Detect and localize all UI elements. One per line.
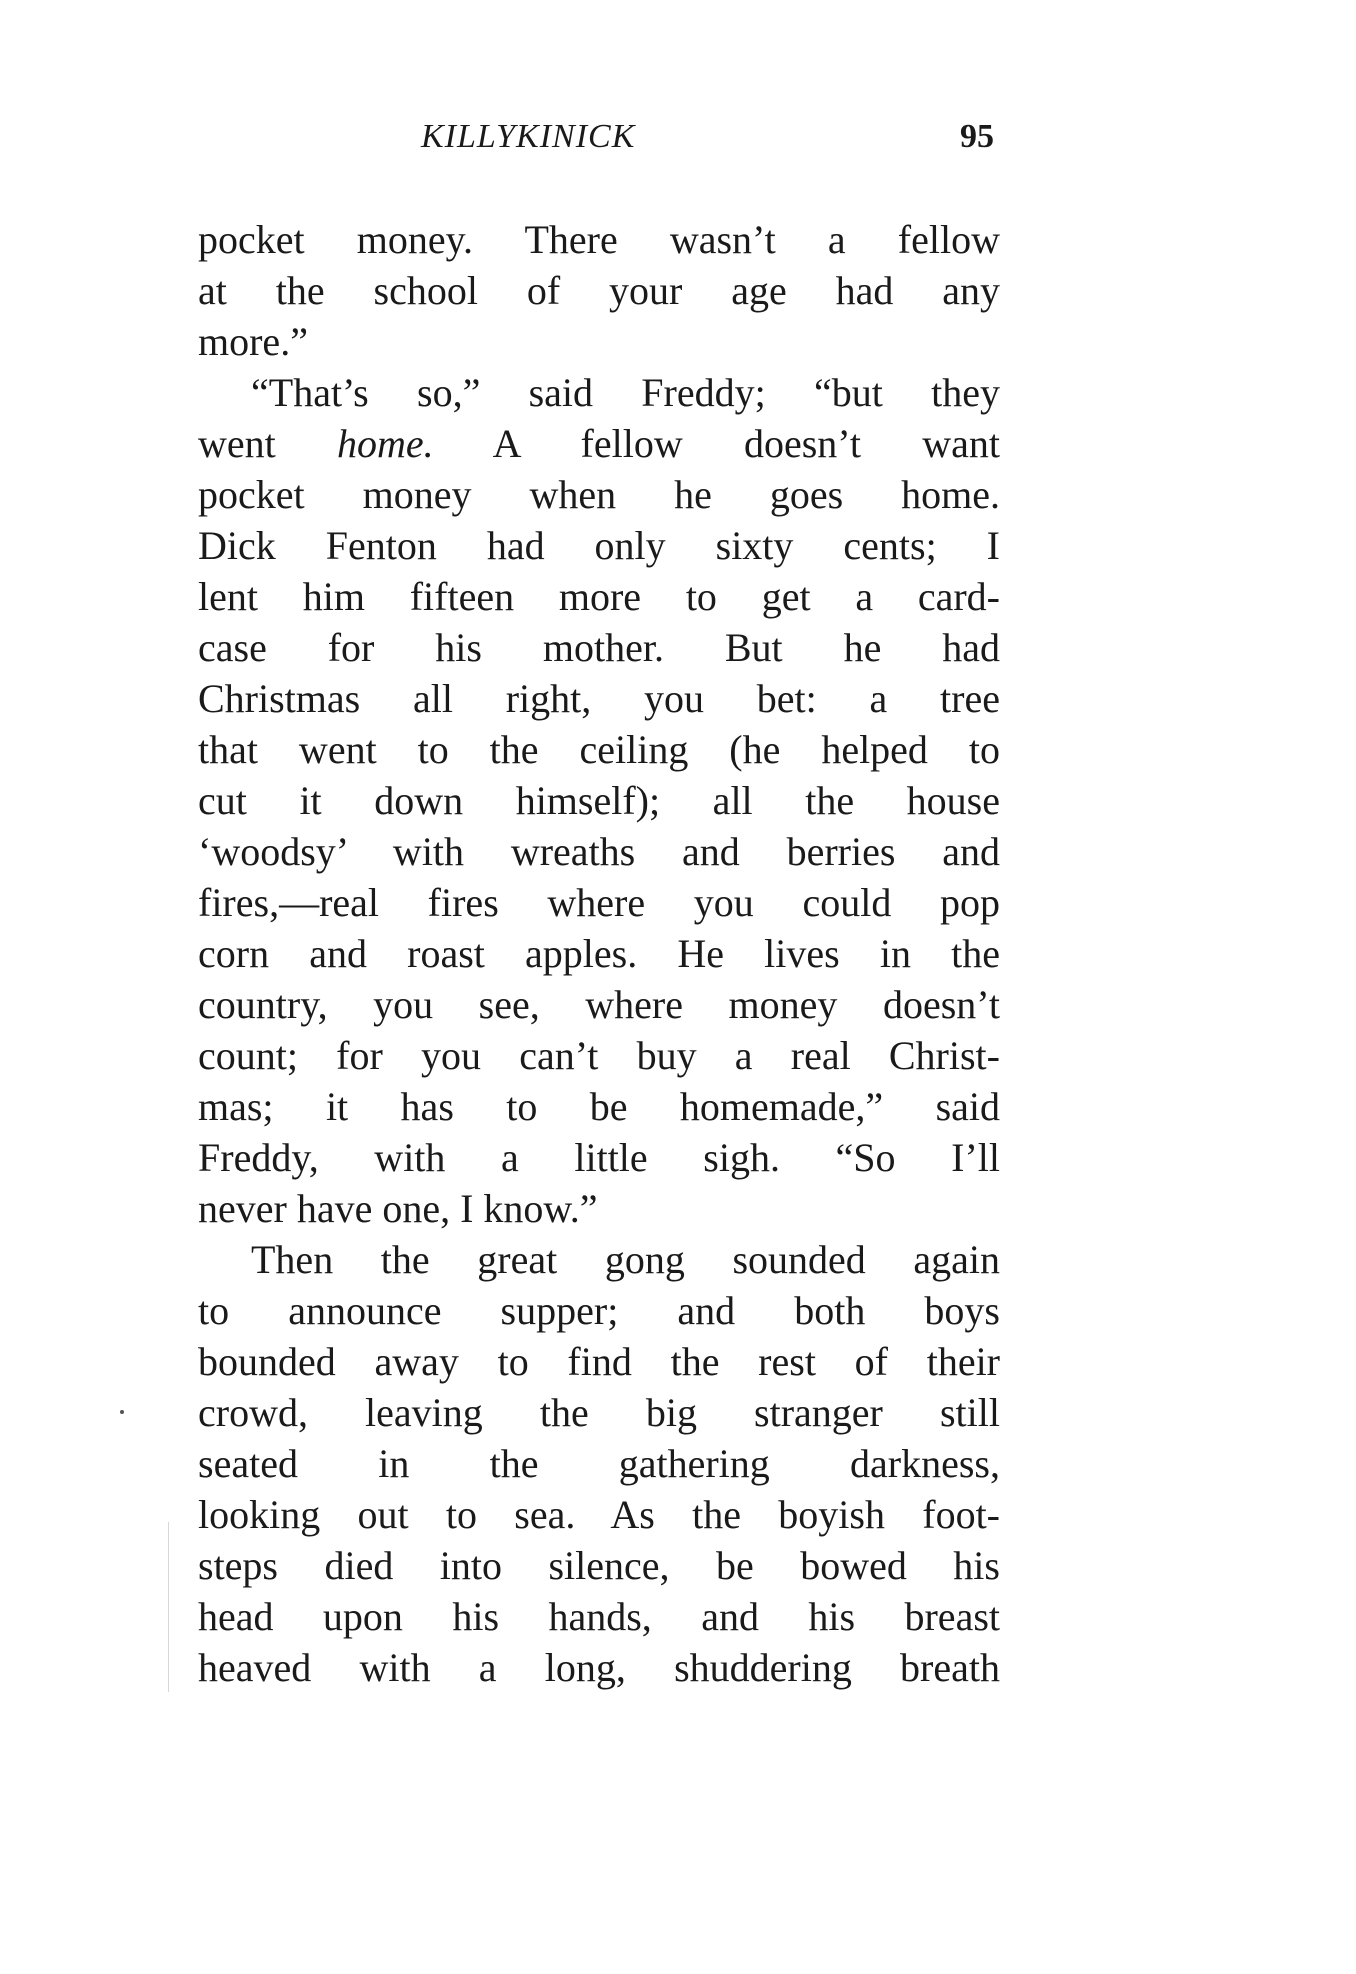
text-line: seated in the gathering darkness, xyxy=(198,1441,1000,1486)
text-line: fires,—real fires where you could pop xyxy=(198,880,1000,925)
text-line: more.” xyxy=(198,319,308,364)
emphasized-word: home. xyxy=(336,421,434,466)
running-title: KILLYKINICK xyxy=(421,118,636,155)
page-number: 95 xyxy=(960,118,994,155)
scan-margin-mark xyxy=(168,1522,169,1692)
page-header xyxy=(196,118,1002,168)
paragraph-start-line: “That’s so,” said Freddy; “but they xyxy=(251,370,1000,415)
text-line: that went to the ceiling (he helped to xyxy=(198,727,1000,772)
text-line: corn and roast apples. He lives in the xyxy=(198,931,1000,976)
text-line: country, you see, where money doesn’t xyxy=(198,982,1000,1027)
text-line: crowd, leaving the big stranger still xyxy=(198,1390,1000,1435)
text-line: to announce supper; and both boys xyxy=(198,1288,1000,1333)
text-line: pocket money when he goes home. xyxy=(198,472,1000,517)
text-line: pocket money. There wasn’t a fellow xyxy=(198,217,1000,262)
scan-speck xyxy=(120,1410,124,1414)
text-line: at the school of your age had any xyxy=(198,268,1000,313)
text-line: looking out to sea. As the boyish foot- xyxy=(198,1492,1000,1537)
text-segment: A fellow doesn’t want xyxy=(433,421,1000,466)
text-line: never have one, I know.” xyxy=(198,1186,598,1231)
text-line: head upon his hands, and his breast xyxy=(198,1594,1000,1639)
text-line: mas; it has to be homemade,” said xyxy=(198,1084,1000,1129)
text-line: lent him fifteen more to get a card- xyxy=(198,574,1000,619)
text-line xyxy=(198,418,1000,469)
text-line: cut it down himself); all the house xyxy=(198,778,1000,823)
text-line: steps died into silence, be bowed his xyxy=(198,1543,1000,1588)
text-line: case for his mother. But he had xyxy=(198,625,1000,670)
text-segment: went xyxy=(198,421,337,466)
text-line: heaved with a long, shuddering breath xyxy=(198,1645,1000,1690)
text-line: Christmas all right, you bet: a tree xyxy=(198,676,1000,721)
text-line: count; for you can’t buy a real Christ- xyxy=(198,1033,1000,1078)
body-text xyxy=(198,214,1000,1693)
text-line: bounded away to find the rest of their xyxy=(198,1339,1000,1384)
text-line: ‘woodsy’ with wreaths and berries and xyxy=(198,829,1000,874)
text-line: Freddy, with a little sigh. “So I’ll xyxy=(198,1135,1000,1180)
text-line: Dick Fenton had only sixty cents; I xyxy=(198,523,1000,568)
paragraph-start-line: Then the great gong sounded again xyxy=(251,1237,1000,1282)
